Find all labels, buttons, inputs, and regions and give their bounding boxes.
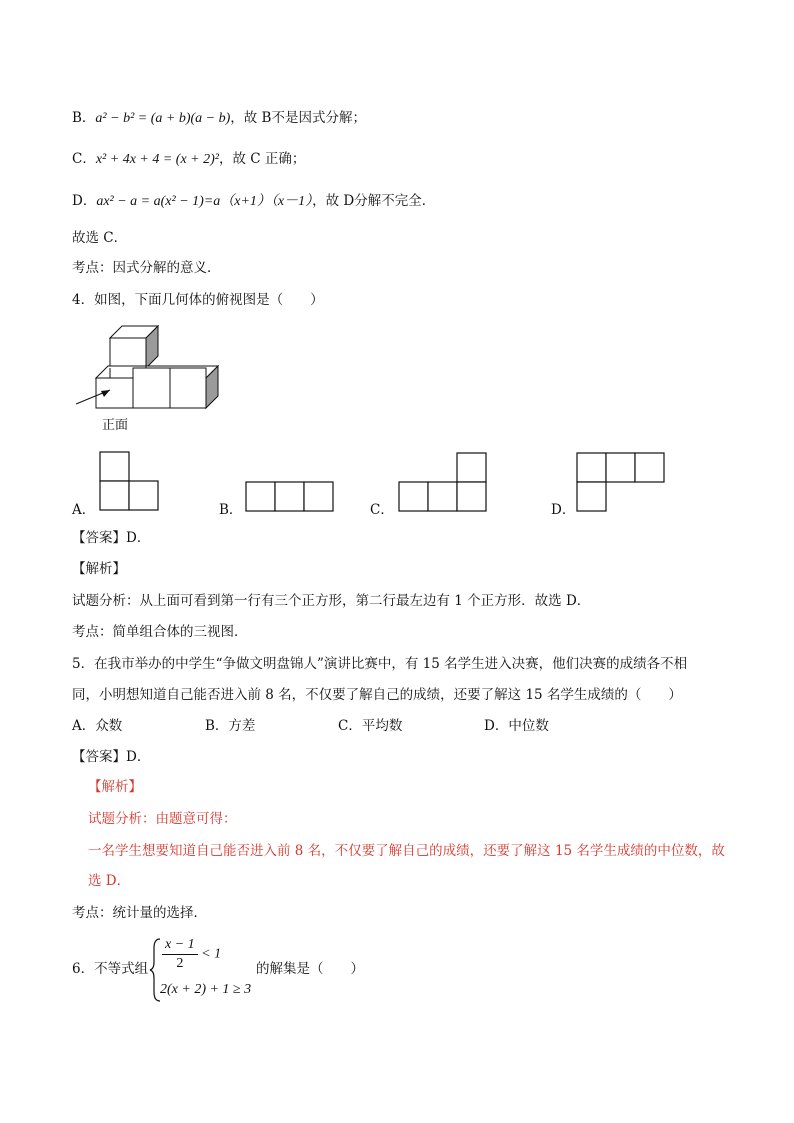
cube-row [96,366,218,408]
q5-point: 考点：统计量的选择． [72,905,207,921]
q6-rhs-1: < 1 [201,946,222,962]
q5-analysis-line2: 一名学生想要知道自己能否进入前 8 名，不仅要了解自己的成绩，还要了解这 15 名学生成绩的中位数，故 [88,843,725,859]
q5-stem-line2: 同，小明想知道自己能否进入前 8 名，不仅要了解自己的成绩，还要了解这 15 名学生成绩的（ ） [72,687,682,703]
front-label: 正面 [102,418,129,433]
q3-c-formula: x² + 4x + 4 = (x + 2)² [95,152,219,167]
q4-option-b-figure [245,481,337,513]
q4-option-a-label: A． [72,502,96,518]
q5-option-b: B．方差 [205,718,256,734]
q5-option-c: C．平均数 [338,718,403,734]
q6-prefix: 6．不等式组 [72,961,149,977]
q6-inequality-2: 2(x + 2) + 1 ≥ 3 [160,982,252,997]
q3-line-c: C．x² + 4x + 4 = (x + 2)²，故 C 正确； [72,151,306,167]
cube-top [110,326,158,368]
q6-denominator: 2 [176,956,184,971]
q4-option-c-label: C． [370,502,394,518]
q4-stem: 4．如图，下面几何体的俯视图是（ ） [72,292,324,308]
q5-option-a: A．众数 [72,718,123,734]
q4-solid-figure [70,320,230,420]
q3-line-b: B．a² − b² = (a + b)(a − b)，故 B不是因式分解； [72,110,366,126]
q5-option-d: D．中位数 [484,718,549,734]
q5-analysis-head: 【解析】 [88,779,142,795]
q4-option-d-label: D． [551,502,576,518]
q5-analysis-line3: 选 D． [88,873,131,889]
q4-option-b-label: B． [219,502,243,518]
q6-inequality-1 [162,936,221,973]
q4-answer: 【答案】D． [72,530,151,546]
q3-choose: 故选 C． [72,230,128,246]
q5-stem-line1: 5．在我市举办的中学生“争做文明盘锦人”演讲比赛中，有 15 名学生进入决赛，他们决赛的成绩各不相 [72,656,688,672]
q3-d-formula: ax² − a = a(x² − 1)=a（x+1）（x－1） [96,194,313,209]
q5-analysis-line1: 试题分析：由题意可得： [88,811,237,827]
q4-analysis-head: 【解析】 [72,561,126,577]
q4-point: 考点：简单组合体的三视图． [72,624,248,640]
q3-b-formula: a² − b² = (a + b)(a − b) [95,111,231,126]
q6-numerator: x − 1 [165,937,195,952]
q6-suffix: 的解集是（ ） [256,961,364,977]
q5-answer: 【答案】D． [72,749,151,765]
q4-option-d-figure [576,452,668,512]
q3-line-d: D．ax² − a = a(x² − 1)=a（x+1）（x－1），故 D分解不完全． [72,193,436,209]
q3-point: 考点：因式分解的意义． [72,260,221,276]
q4-option-a-figure [99,451,161,511]
q4-option-c-figure [398,452,490,512]
q4-analysis: 试题分析：从上面可看到第一行有三个正方形，第二行最左边有 1 个正方形．故选 D． [72,593,591,609]
